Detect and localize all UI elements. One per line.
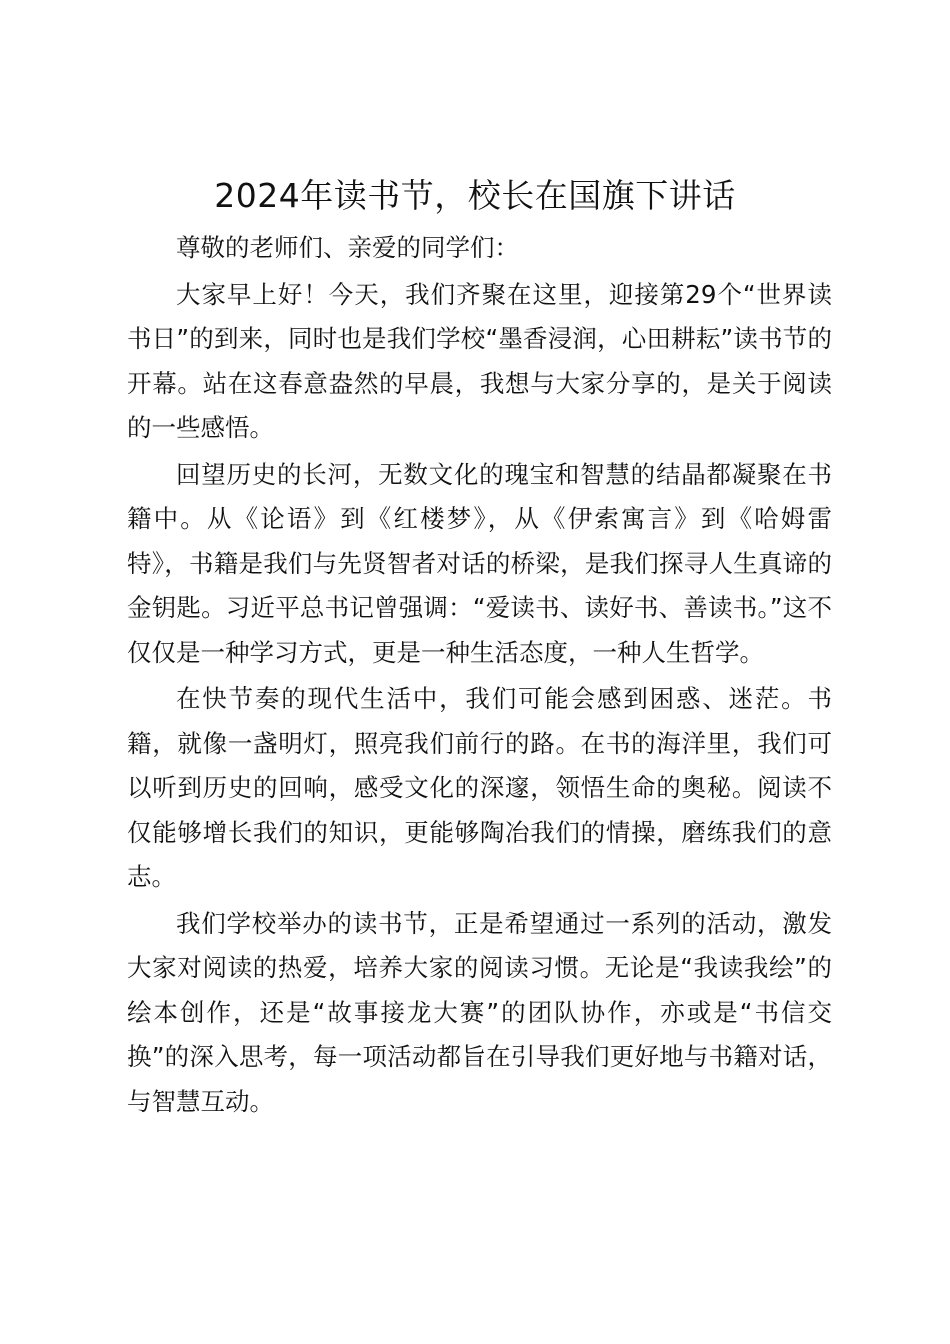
body-paragraph: 我们学校举办的读书节，正是希望通过一系列的活动，激发大家对阅读的热爱，培养大家的阅读习惯。无论是“我读我绘”的绘本创作，还是“故事接龙大赛”的团队协作，亦或是“书信交换”的深入思考，每一项活动都旨在引导我们更好地与书籍对话，与智慧互动。 — [127, 908, 832, 1116]
body-paragraph: 回望历史的长河，无数文化的瑰宝和智慧的结晶都凝聚在书籍中。从《论语》到《红楼梦》，从《伊索寓言》到《哈姆雷特》，书籍是我们与先贤智者对话的桥梁，是我们探寻人生真谛的金钥匙。习近平总书记曾强调：“爱读书、读好书、善读书。”这不仅仅是一种学习方式，更是一种生活态度，一种人生哲学。 — [127, 459, 832, 667]
page-title: 2024年读书节，校长在国旗下讲话 — [214, 176, 736, 215]
body-paragraph: 大家早上好！今天，我们齐聚在这里，迎接第29个“世界读书日”的到来，同时也是我们学校“墨香浸润，心田耕耘”读书节的开幕。站在这春意盎然的早晨，我想与大家分享的，是关于阅读的一些感悟。 — [127, 279, 832, 442]
document-body — [127, 226, 832, 1126]
salutation-paragraph: 尊敬的老师们、亲爱的同学们： — [176, 233, 519, 262]
body-paragraph: 在快节奏的现代生活中，我们可能会感到困惑、迷茫。书籍，就像一盏明灯，照亮我们前行的路。在书的海洋里，我们可以听到历史的回响，感受文化的深邃，领悟生命的奥秘。阅读不仅能够增长我们的知识，更能够陶冶我们的情操，磨练我们的意志。 — [127, 684, 832, 891]
